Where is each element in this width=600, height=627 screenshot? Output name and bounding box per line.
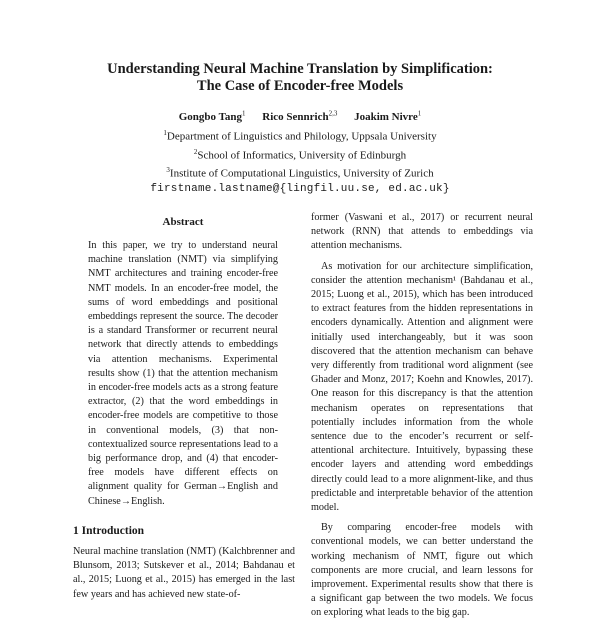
title-line-2: The Case of Encoder-free Models bbox=[196, 78, 404, 94]
affiliation: $^2$School of Informatics, University of Edinburgh bbox=[193, 147, 407, 162]
author: Joakim Nivre$^1$ bbox=[354, 109, 422, 123]
affiliations bbox=[60, 126, 540, 197]
author: Gongbo Tang$^1$ bbox=[178, 109, 246, 123]
section-heading-introduction: 1 Introduction bbox=[73, 525, 145, 537]
title-line-1: Understanding Neural Machine Translation by Simplification: bbox=[107, 61, 493, 77]
author-email: firstname.lastname@{lingfil.uu.se, ed.ac.uk} bbox=[150, 182, 450, 195]
paper-title bbox=[60, 61, 540, 95]
author: Rico Sennrich$^{2,3}$ bbox=[262, 109, 338, 123]
introduction-text: Neural machine translation (NMT) (Kalchbrenner and Blunsom, 2013; Sutskever et al., 2014; Bahdanau et al., 2015; Luong et al., 2015) has emerged in the last few years and has achieved new state-of- bbox=[73, 546, 295, 600]
abstract-heading: Abstract bbox=[162, 216, 204, 228]
abstract-text: In this paper, we try to understand neural machine translation (NMT) via simplifying NMT architectures and training encoder-free NMT models. In an encoder-free model, the sums of word embeddings and positional embeddings represent the source. The decoder is a standard Transformer or recurrent neural network that directly attends to embeddings via attention mechanisms. Experimental results show (1) that the attention mechanism in encoder-free models acts as a strong feature extractor, (2) that the word embeddings in encoder-free models are competitive to those in conventional models, (3) that non-contextualized source representations lead to a big performance drop, and (4) that encoder-free models have different effects on alignment quality for German→English and Chinese→English. bbox=[88, 240, 278, 507]
paragraph: By comparing encoder-free models with conventional models, we can better understand the working mechanism of NMT, figure out which components are more crucial, and learn lessons for improvement. Experimental results show that there is a significant gap between the two models. We focus on exploring what leads to the big gap. bbox=[311, 522, 533, 619]
paragraph: former (Vaswani et al., 2017) or recurrent neural network (RNN) that attends to embeddings via attention mechanisms. bbox=[311, 212, 533, 252]
paragraph: As motivation for our architecture simplification, consider the attention mechanism¹ (Bahdanau et al., 2015; Luong et al., 2015), which has been introduced to extract features from the hidden representations in encoders dynamically. Attention and alignment were initially used interchangeably, but it was soon discovered that the attention mechanism can behave very differently from traditional word alignment (see Ghader and Monz, 2017; Koehn and Knowles, 2017). One reason for this discrepancy is that the attention mechanism operates on representations that potentially includes information from the whole sentence due to the encoder’s recurrent or self-attentional architecture. Intuitively, bypassing these encoder layers and attending word embeddings directly could lead to a more alignment-like, and thus predictable and interpretable behavior of the attention model. bbox=[311, 260, 533, 514]
author-list bbox=[60, 107, 540, 124]
right-column bbox=[311, 211, 533, 627]
affiliation: $^3$Institute of Computational Linguistics, University of Zurich bbox=[166, 166, 434, 180]
affiliation: $^1$Department of Linguistics and Philology, Uppsala University bbox=[163, 129, 437, 143]
